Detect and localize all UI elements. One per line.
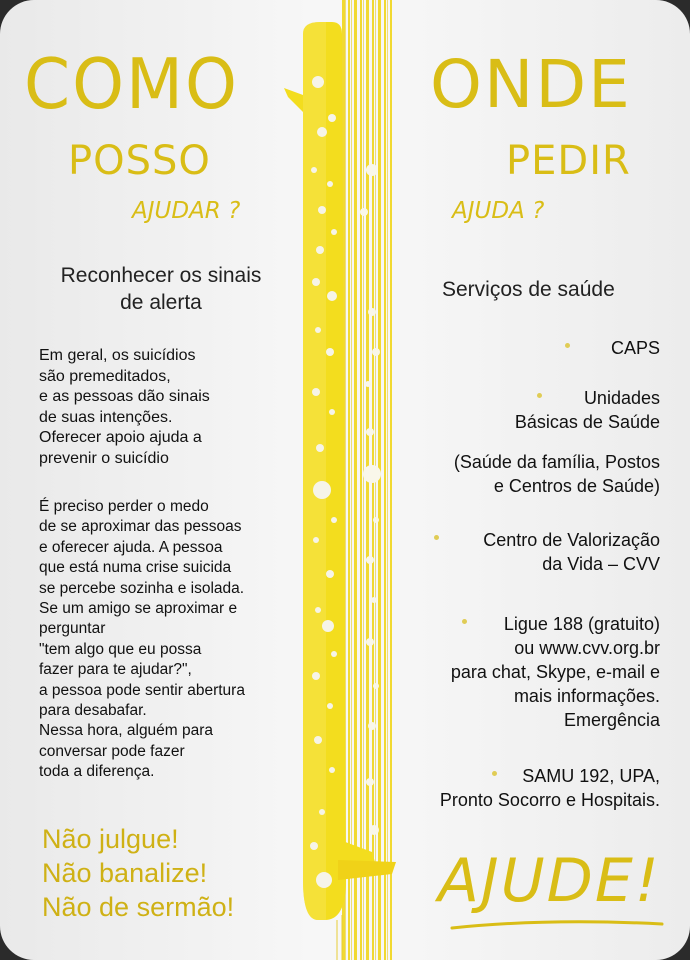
- bullet-dot-icon: [492, 771, 497, 776]
- service-item-ubs: Unidades Básicas de Saúde: [514, 388, 660, 432]
- ajude-underline-stroke: [448, 916, 668, 936]
- bullet-dot-icon: [537, 393, 542, 398]
- left-heading-posso: POSSO: [68, 138, 211, 184]
- left-calls-to-action: Não julgue! Não banalize! Não de sermão!: [42, 824, 235, 922]
- right-heading-onde: ONDE: [430, 46, 632, 123]
- closing-ajude: AJUDE!: [438, 846, 661, 916]
- right-heading-pedir: PEDIR: [506, 138, 631, 184]
- service-item-samu: SAMU 192, UPA, Pronto Socorro e Hospitais.: [439, 766, 660, 810]
- service-item-cvv: Centro de Valorização da Vida – CVV: [483, 530, 660, 574]
- left-heading-ajudar: AJUDAR ?: [132, 198, 241, 224]
- service-item-ubs-details: (Saúde da família, Postos e Centros de Saúde): [453, 452, 660, 496]
- service-item-ligue-188: Ligue 188 (gratuito) ou www.cvv.org.br para chat, Skype, e-mail e mais informações. Emergência: [450, 614, 660, 730]
- left-paragraph-2: É preciso perder o medo de se aproximar das pessoas e oferecer ajuda. A pessoa que está numa crise suicida se percebe sozinha e isolada. Se um amigo se aproximar e perguntar "tem algo que eu possa fazer para te ajudar?", a pessoa pode sentir abertura para desabafar. Nessa hora, alguém para conversar pode fazer toda a diferença.: [39, 498, 245, 781]
- bullet-dot-icon: [565, 343, 570, 348]
- right-heading-ajuda: AJUDA ?: [452, 198, 545, 224]
- bullet-dot-icon: [462, 619, 467, 624]
- left-heading-como: COMO: [24, 44, 239, 125]
- service-item-caps: CAPS: [610, 338, 660, 358]
- left-paragraph-1: Em geral, os suicídios são premeditados, e as pessoas dão sinais de suas intenções. Oferecer apoio ajuda a prevenir o suicídio: [39, 347, 210, 467]
- left-subtitle: Reconhecer os sinais de alerta: [60, 264, 262, 314]
- right-subtitle: Serviços de saúde: [442, 278, 615, 301]
- bullet-dot-icon: [434, 535, 439, 540]
